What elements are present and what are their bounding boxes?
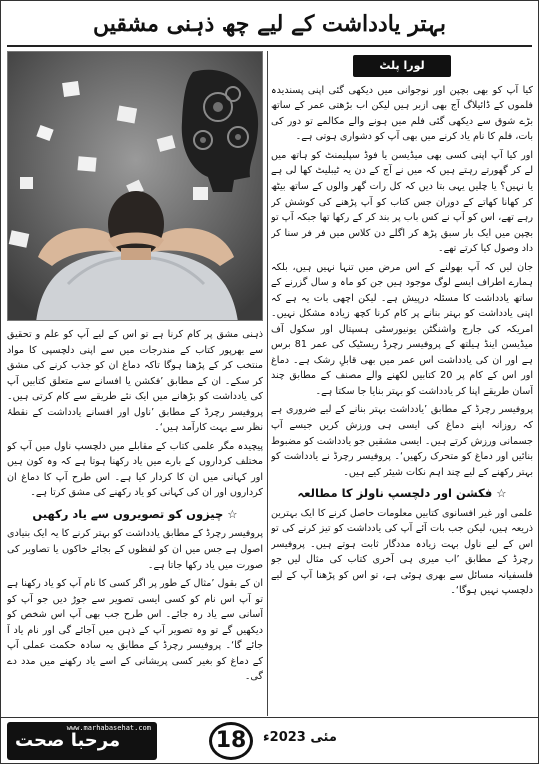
paragraph: کیا آپ کو بھی بچپن اور نوجوانی میں دیکھی گئی اپنی پسندیدہ فلموں کے ڈائیلاگ آج بھی ازبر ہیں لیکن اب بڑھتی عمر کے ساتھ بڑے شوق سے دیکھی گئی فلم میں ہونے والے مکالمے تو دور کی بات، فلم کا نام یاد کرنے میں بھی آپ کو دشواری ہوتی ہے۔	[271, 84, 533, 143]
right-column	[271, 51, 533, 716]
paragraph: پروفیسر رچرڈ کے مطابق یادداشت کو بہتر کرنے کا یہ ایک بنیادی اصول ہے جس میں ان کو لفظوں کے بجائے خاکوں یا تصاویر کی صورت میں یاد رکھا جاتا ہے۔	[7, 528, 263, 571]
star-icon: ☆	[227, 506, 238, 521]
column-divider	[267, 51, 268, 716]
article-title: بہتر یادداشت کے لیے چھ ذہنی مشقیں	[93, 11, 446, 37]
paragraph: اور کیا آپ اپنی کسی بھی میڈیسن یا فوڈ سپلیمنٹ کو ہاتھ میں لے کر گھورتے رہتے ہیں کہ میں نے آج کے دن یہ ٹیبلیٹ کھا لی ہے یا نہیں؟ یا چلیں یہی بتا دیں کہ کل رات گھر والوں کے ساتھ بیٹھ کر کھانا کھاتے کے دوران جس کتاب کو آپ پڑھنے کی کوشش کر رہے تھے، اس کو آپ نے کس باب پر بند کر کے رکھا تھا جبکہ آپ تو بچپن میں ایک بار سبق پڑھ کر اگلے دن کلاس میں فر فر سنا کر داد وصول کیا کرتے تھے۔	[271, 149, 533, 255]
paragraph: ذہنی مشق پر کام کرنا ہے تو اس کے لیے آپ کو علم و تحقیق سے بھرپور کتاب کے مندرجات میں سے اپنی دلچسپی کا مواد منتخب کر کے پڑھنا ہوگا تاکہ دماغ ان کو جذب کرنے کی مشق کر سکے۔ ان کے مطابق ’فکشن یا افسانے سے متعلق کتابیں آپ کی یادداشت کو بڑھانے میں ایک نئے طریقے سے کام کرتی ہیں۔ پروفیسر رچرڈ کے مطابق ’ناول اور افسانے یادداشت کے نقطۂ نظر سے بہت کارآمد ہیں‘۔	[7, 329, 263, 434]
paragraph: علمی اور غیر افسانوی کتابیں معلومات حاصل کرنے کا ایک بہترین ذریعہ ہیں، لیکن جب بات آئے آپ کی یادداشت کو تیز کرنے کی تو اس کے لیے ناول بہت زیادہ مددگار ثابت ہوتے ہیں۔ پروفیسر رچرڈ کے مطابق ’اب میری ہی آخری کتاب کی مثال لیں جو فلسفیانہ مسائل سے بھری ہوئی ہے، تو اس کو پڑھنا آپ کے لیے دلچسپ نہیں ہوگا‘۔	[271, 507, 533, 597]
star-icon: ☆	[496, 486, 507, 501]
man-thinking-illustration	[8, 52, 263, 321]
title-rule	[7, 45, 532, 47]
section-heading: ☆ چیزوں کو تصویروں سے یاد رکھیں	[32, 506, 238, 521]
paragraph: جان لیں کہ آپ بھولنے کے اس مرض میں تنہا نہیں ہیں، بلکہ ہمارے اطراف ایسے لوگ موجود ہیں جن کو ماہ و سال گزرنے کے ساتھ یادداشت کا مسئلہ درپیش ہے۔ لیکن اچھی بات یہ ہے کہ اپنی یادداشت کو بہتر بنانے پر کام کرنا کچھ زیادہ مشکل نہیں۔ امریکہ کی جارج واشنگٹن یونیورسٹی ہسپتال اور سکول آف میڈیسن اینڈ ہیلتھ کے پروفیسر رچرڈ ریسٹیک کی عمر 81 برس ہے اور ان کی یادداشت اس عمر میں بھی قابلِ رشک ہے۔ دماغ اور اس کے کام پر 20 کتابیں لکھنے والے مصنف کے مطابق چند آسان طریقے اپنا کر یادداشت کو بہتر بنایا جا سکتا ہے۔	[271, 261, 533, 397]
article-photo	[7, 51, 263, 321]
paragraph: پیچیدہ مگر علمی کتاب کے مقابلے میں دلچسپ ناول میں آپ کو مختلف کرداروں کے بارے میں یاد رکھنا ہوتا ہے کہ وہ کون ہیں اور کہانی میں ان کا کردار کیا ہے۔ اس طرح آپ کا دماغ ان کرداروں اور ان کی کہانی کو یاد رکھنے کی مشق کرتا ہے۔	[7, 440, 263, 499]
website-url: www.marhabasehat.com	[66, 724, 151, 732]
left-column	[7, 327, 263, 716]
paragraph: ان کے بقول ’مثال کے طور پر اگر کسی کا نام آپ کو یاد رکھنا ہے تو آپ اس نام کو کسی ایسی تصویر سے جوڑ دیں جو آپ کو آسانی سے یاد رہ جائے۔ اس طرح جب بھی آپ اس شخص کو دیکھیں گے تو وہ تصویر آپ کے ذہن میں آجائے گی اور نام یاد آ جائے گا‘۔ پروفیسر رچرڈ کے مطابق یہ سادہ حکمت عملی آپ کے دماغ کو بغیر کسی پریشانی کے اسے یاد رکھنے میں مدد دے گی۔	[7, 578, 263, 683]
issue-date: مئی 2023ء	[263, 730, 337, 745]
brand-name: مرحبا صحت	[15, 730, 121, 751]
page-footer	[1, 717, 538, 763]
author-byline: لورا پلٹ	[353, 55, 450, 77]
paragraph: پروفیسر رچرڈ کے مطابق ’یادداشت بہتر بنانے کے لیے ضروری ہے کہ روزانہ اپنے دماغ کی ایسی ہی ورزش کریں جیسے آپ جسمانی ورزش کرتے ہیں۔ ایسی مشقیں جو یادداشت کو مضبوط بنائیں اور دماغ کو متحرک رکھیں‘۔ پروفیسر رچرڈ نے یادداشت کو بہتر رکھنے کے لیے چند اہم نکات شیئر کیے ہیں۔	[271, 404, 533, 478]
magazine-logo	[7, 722, 157, 760]
page-number: 18	[209, 722, 253, 760]
section-heading: ☆ فکشن اور دلچسپ ناولز کا مطالعہ	[297, 486, 507, 501]
